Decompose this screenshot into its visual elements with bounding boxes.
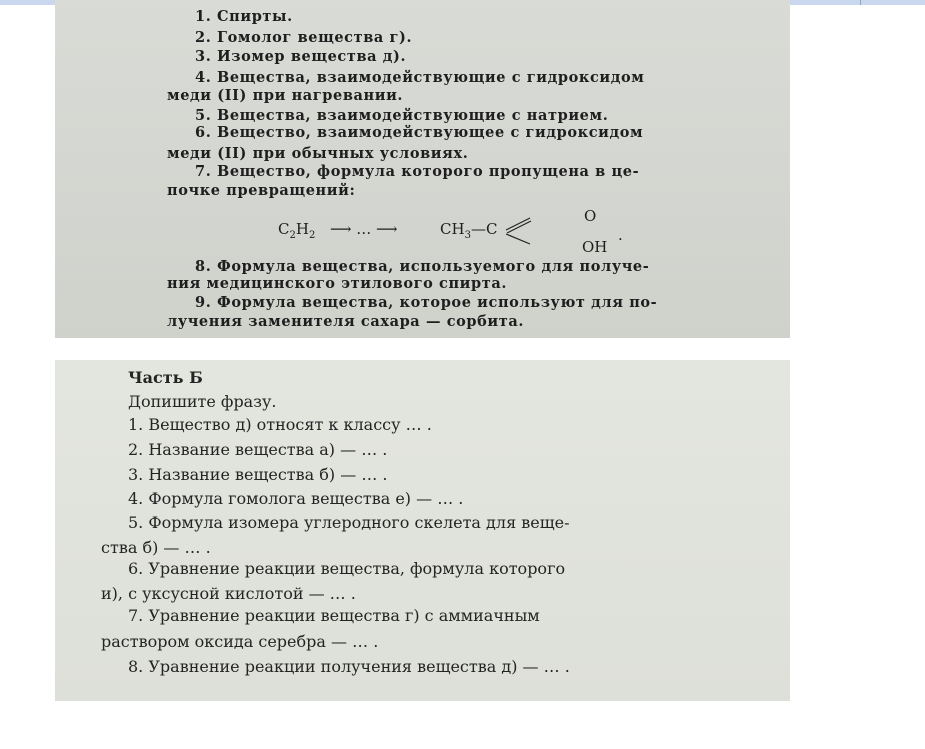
part-a-item-9-cont: лучения заменителя сахара — сорбита. bbox=[167, 313, 524, 330]
part-a-item-4: 4. Вещества, взаимодействующие с гидроксидом bbox=[195, 69, 645, 86]
formula-c2h2: $C_2H_2$ bbox=[278, 220, 316, 241]
carboxyl-bonds bbox=[504, 212, 538, 246]
part-b-item-3: 3. Название вещества б) — … . bbox=[128, 465, 388, 484]
part-b-item-6: 6. Уравнение реакции вещества, формула которого bbox=[128, 559, 566, 578]
part-a-item-4-cont: меди (II) при нагревании. bbox=[167, 87, 404, 104]
part-a-item-3: 3. Изомер вещества д). bbox=[195, 48, 407, 65]
part-a-item-9: 9. Формула вещества, которое используют для по- bbox=[195, 294, 658, 311]
formula-dot: . bbox=[618, 226, 623, 244]
part-b-instruction: Допишите фразу. bbox=[128, 392, 277, 411]
part-a-item-6-cont: меди (II) при обычных условиях. bbox=[167, 145, 469, 162]
part-b-item-7: 7. Уравнение реакции вещества г) с аммиачным bbox=[128, 606, 540, 625]
part-b-item-8: 8. Уравнение реакции получения вещества д) — … . bbox=[128, 657, 570, 676]
part-a-item-7: 7. Вещество, формула которого пропущена в це- bbox=[195, 163, 640, 180]
part-a-item-6: 6. Вещество, взаимодействующее с гидроксидом bbox=[195, 124, 644, 141]
part-b-item-1: 1. Вещество д) относят к классу … . bbox=[128, 415, 432, 434]
scan-image-part-a bbox=[55, 0, 790, 338]
formula-ch3: $CH_3—C$ bbox=[440, 220, 498, 241]
formula-oxygen: O bbox=[584, 207, 597, 225]
formula-hydroxyl: OH bbox=[582, 238, 608, 256]
part-b-item-5: 5. Формула изомера углеродного скелета для веще- bbox=[128, 513, 570, 532]
part-b-item-5-cont: ства б) — … . bbox=[101, 538, 211, 557]
part-a-item-7-cont: почке превращений: bbox=[167, 182, 356, 199]
part-b-title: Часть Б bbox=[128, 368, 203, 387]
formula-arrows: ⟶ … ⟶ bbox=[330, 220, 398, 238]
part-a-item-1: 1. Спирты. bbox=[195, 8, 293, 25]
part-a-item-5: 5. Вещества, взаимодействующие с натрием. bbox=[195, 107, 609, 124]
part-a-item-2: 2. Гомолог вещества г). bbox=[195, 29, 413, 46]
part-a-item-8-cont: ния медицинского этилового спирта. bbox=[167, 275, 508, 292]
part-b-item-6-cont: и), с уксусной кислотой — … . bbox=[101, 584, 356, 603]
part-b-item-4: 4. Формула гомолога вещества е) — … . bbox=[128, 489, 464, 508]
part-a-item-8: 8. Формула вещества, используемого для получе- bbox=[195, 258, 650, 275]
reaction-chain-formula bbox=[278, 206, 623, 258]
part-b-item-2: 2. Название вещества а) — … . bbox=[128, 440, 388, 459]
ruler-tick bbox=[860, 0, 861, 5]
part-b-item-7-cont: раствором оксида серебра — … . bbox=[101, 632, 379, 651]
scan-image-part-b bbox=[55, 360, 790, 701]
